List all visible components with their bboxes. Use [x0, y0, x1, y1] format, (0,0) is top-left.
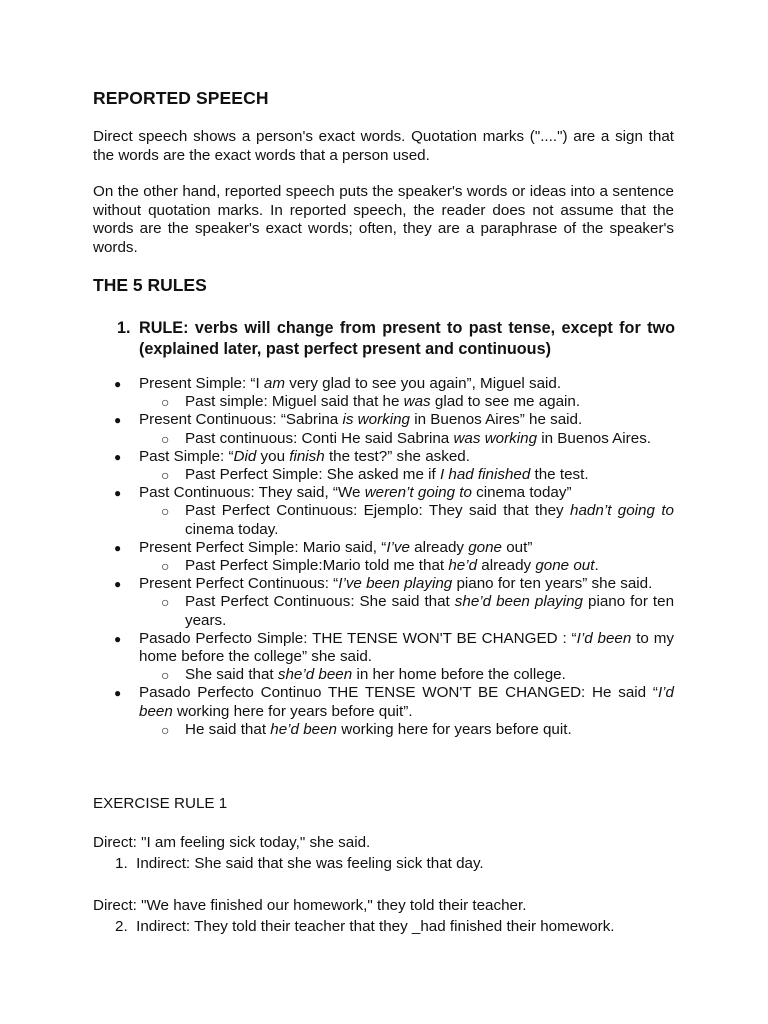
direct-segment: I’d been — [139, 684, 674, 720]
exercise-2-indirect-text: Indirect: They told their teacher that they _had finished their homework. — [136, 918, 615, 935]
direct-segment: is working — [342, 411, 410, 429]
hollow-circle-bullet-icon: ○ — [161, 394, 170, 411]
direct-segment: Present Continuous: “Sabrina — [139, 411, 343, 429]
direct-segment: finish — [289, 447, 325, 465]
reported-segment: already — [477, 557, 536, 575]
direct-segment: Present Simple: “I — [139, 375, 264, 392]
tense-example-sublist — [139, 502, 674, 538]
tense-example-item — [114, 448, 674, 484]
reported-segment: he’d been — [270, 720, 338, 738]
tense-example-sublist — [139, 466, 674, 484]
reported-segment: Past Perfect Simple: She asked me if — [185, 466, 440, 484]
rule-text: RULE: verbs will change from present to past tense, except for two (explained later, past perfect present and continuous) — [139, 319, 675, 358]
filled-circle-bullet-icon: ● — [114, 686, 122, 701]
direct-segment: piano for ten years” she said. — [452, 575, 653, 593]
tense-example-item — [114, 411, 674, 447]
tense-example-reported — [139, 502, 674, 538]
direct-segment: Pasado Perfecto Simple: THE TENSE WON'T BE CHANGED : “ — [139, 629, 577, 647]
direct-segment: Did — [233, 447, 257, 465]
direct-segment: you — [256, 447, 290, 465]
reported-segment: Past continuous: Conti He said Sabrina — [185, 429, 454, 447]
tense-example-item — [114, 484, 674, 539]
intro-paragraph-reported-speech: On the other hand, reported speech puts the speaker's words or ideas into a sentence without quotation marks. In reported speech, the reader does not assume that the words are the speaker's exact words; often, they are a paraphrase of the speaker's words. — [93, 183, 674, 256]
filled-circle-bullet-icon: ● — [114, 631, 122, 646]
direct-segment: Pasado Perfecto Continuo THE TENSE WON'T BE CHANGED: He said “ — [139, 684, 658, 702]
filled-circle-bullet-icon: ● — [114, 377, 122, 391]
tense-example-sublist — [139, 557, 674, 575]
tense-example-item — [114, 684, 674, 739]
tense-example-item — [114, 630, 674, 685]
reported-segment: the test. — [530, 466, 589, 484]
direct-segment: Present Perfect Simple: Mario said, “ — [139, 538, 387, 556]
tense-example-sublist — [139, 393, 674, 411]
tense-example-item — [114, 539, 674, 575]
direct-segment: very glad to see you again”, Miguel said. — [285, 375, 562, 392]
tense-example-direct — [139, 684, 674, 719]
tense-example-reported — [139, 666, 674, 684]
tense-example-direct — [139, 411, 582, 428]
tense-example-reported — [139, 466, 674, 484]
tense-example-reported-text — [185, 430, 651, 447]
tense-example-direct — [139, 448, 470, 465]
hollow-circle-bullet-icon: ○ — [161, 503, 170, 520]
tense-examples-list — [114, 375, 674, 739]
reported-segment: in her home before the college. — [352, 666, 566, 684]
direct-segment: working here for years before quit”. — [172, 702, 413, 720]
reported-segment: piano for ten years. — [185, 593, 675, 629]
reported-segment: Past Perfect Continuous: She said that — [185, 593, 455, 611]
hollow-circle-bullet-icon: ○ — [161, 467, 170, 484]
filled-circle-bullet-icon: ● — [114, 540, 122, 555]
hollow-circle-bullet-icon: ○ — [161, 430, 170, 447]
direct-segment: already — [409, 538, 469, 556]
hollow-circle-bullet-icon: ○ — [161, 558, 170, 575]
reported-segment: Past Perfect Simple:Mario told me that — [185, 557, 449, 575]
tense-example-reported — [139, 593, 674, 629]
exercise-2-number: 2. — [115, 918, 128, 935]
reported-segment: She said that — [185, 666, 278, 684]
exercise-title: EXERCISE RULE 1 — [93, 795, 228, 812]
filled-circle-bullet-icon: ● — [114, 577, 122, 592]
tense-example-direct — [139, 484, 572, 501]
direct-segment: Past Continuous: They said, “We — [139, 484, 365, 502]
tense-example-reported-text — [185, 593, 674, 628]
tense-example-direct — [139, 375, 561, 392]
reported-segment: was working — [453, 429, 538, 447]
tense-example-reported-text — [185, 666, 566, 683]
tense-example-reported-text — [185, 466, 589, 483]
rules-heading: THE 5 RULES — [93, 275, 207, 295]
exercise-1-direct: Direct: "I am feeling sick today," she said. — [93, 834, 371, 851]
reported-segment: cinema today. — [185, 520, 279, 538]
direct-segment: out” — [502, 538, 533, 556]
tense-example-direct — [139, 539, 532, 556]
reported-segment: I had finished — [439, 466, 531, 484]
tense-example-reported-text — [185, 557, 599, 574]
direct-segment: gone — [468, 538, 503, 556]
tense-example-sublist — [139, 721, 674, 739]
direct-segment: I’d been — [576, 629, 632, 647]
direct-segment: cinema today” — [471, 484, 572, 502]
tense-example-reported — [139, 557, 674, 575]
tense-example-reported — [139, 721, 674, 739]
exercise-2-direct: Direct: "We have finished our homework," they told their teacher. — [93, 897, 527, 914]
direct-segment: Present Perfect Continuous: “ — [139, 575, 339, 593]
tense-example-item — [114, 375, 674, 411]
direct-segment: am — [263, 375, 286, 392]
reported-segment: hadn’t going to — [570, 502, 674, 520]
exercise-2-indirect — [115, 918, 615, 935]
tense-example-sublist — [139, 593, 674, 629]
reported-segment: Past Perfect Continuous: Ejemplo: They said that they — [185, 502, 571, 520]
filled-circle-bullet-icon: ● — [114, 486, 122, 501]
tense-example-direct — [139, 575, 652, 592]
direct-segment: in Buenos Aires” he said. — [410, 411, 583, 429]
hollow-circle-bullet-icon: ○ — [161, 594, 170, 611]
tense-example-reported-text — [185, 721, 572, 738]
reported-segment: was — [403, 393, 431, 411]
reported-segment: gone out — [535, 557, 595, 575]
reported-segment: in Buenos Aires. — [537, 429, 652, 447]
reported-segment: Past simple: Miguel said that he — [185, 393, 404, 411]
tense-example-sublist — [139, 430, 674, 448]
reported-segment: she’d been — [277, 666, 353, 684]
rule-1-heading — [117, 318, 675, 359]
tense-example-reported — [139, 430, 674, 448]
reported-segment: . — [594, 557, 599, 575]
tense-example-sublist — [139, 666, 674, 684]
reported-segment: glad to see me again. — [430, 393, 581, 411]
reported-segment: working here for years before quit. — [337, 720, 572, 738]
tense-example-reported — [139, 393, 674, 411]
hollow-circle-bullet-icon: ○ — [161, 721, 170, 738]
direct-segment: to my home before the college” she said. — [139, 629, 675, 666]
tense-example-item — [114, 575, 674, 630]
filled-circle-bullet-icon: ● — [114, 413, 122, 428]
direct-segment: weren’t going to — [364, 484, 472, 502]
tense-example-reported-text — [185, 393, 580, 410]
tense-example-reported-text — [185, 502, 674, 537]
document-title: REPORTED SPEECH — [93, 88, 269, 108]
filled-circle-bullet-icon: ● — [114, 449, 122, 464]
reported-segment: He said that — [185, 720, 271, 738]
direct-segment: I’ve — [386, 538, 410, 556]
direct-segment: I’ve been playing — [338, 575, 453, 593]
reported-segment: he’d — [448, 557, 478, 575]
intro-paragraph-direct-speech: Direct speech shows a person's exact words. Quotation marks ("....") are a sign that the words are the exact words that a person used. — [93, 128, 674, 164]
rule-number: 1. — [117, 319, 131, 337]
reported-segment: she’d been playing — [454, 593, 584, 611]
exercise-1-indirect-text: Indirect: She said that she was feeling sick that day. — [136, 855, 484, 872]
direct-segment: the test?” she asked. — [324, 447, 470, 465]
exercise-1-number: 1. — [115, 855, 128, 872]
exercise-1-indirect — [115, 855, 484, 872]
hollow-circle-bullet-icon: ○ — [161, 667, 170, 684]
direct-segment: Past Simple: “ — [139, 447, 234, 465]
tense-example-direct — [139, 630, 674, 665]
